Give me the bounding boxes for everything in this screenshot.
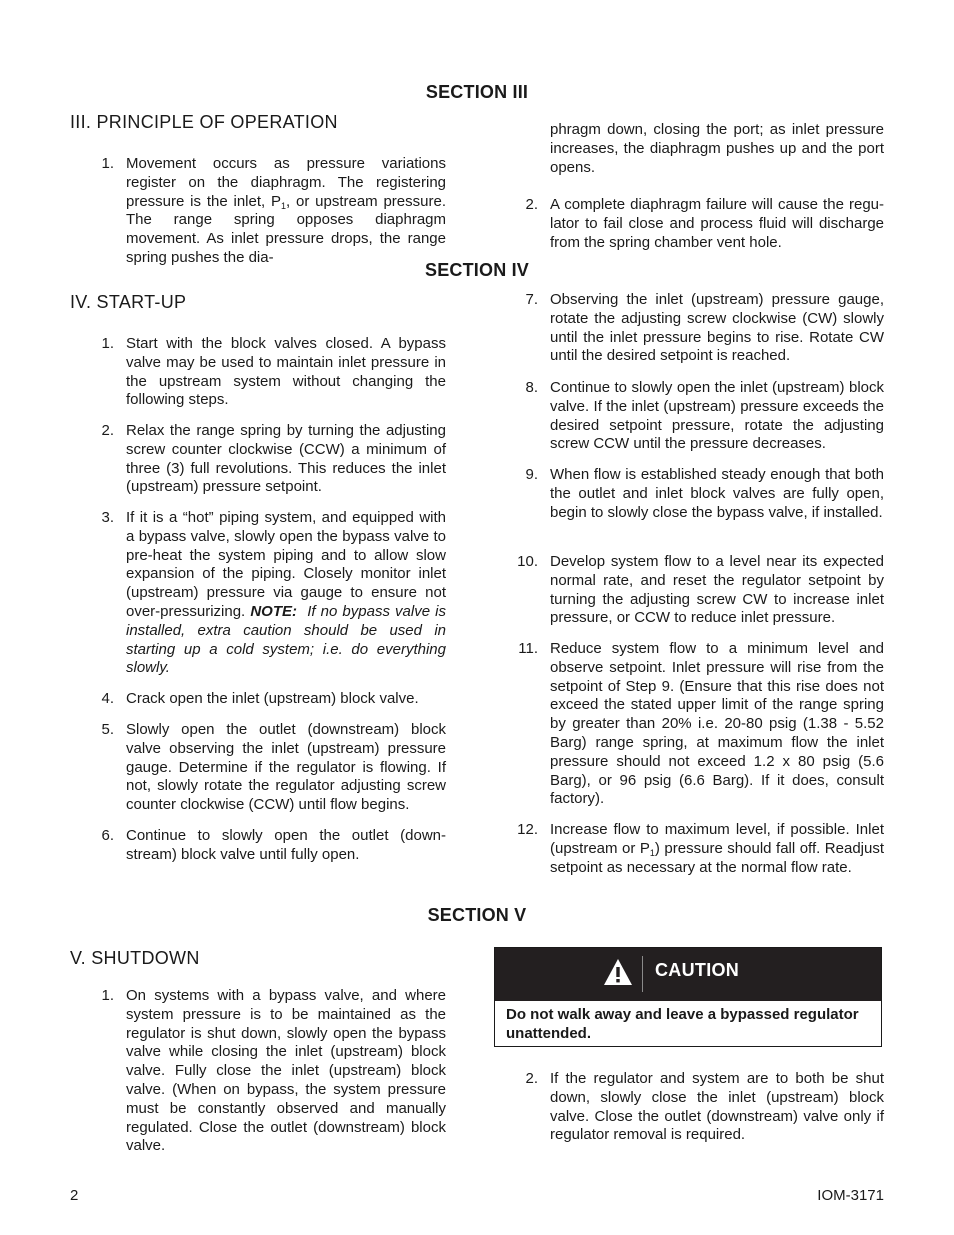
item-number: 12. (517, 821, 538, 838)
item-number: 5. (101, 721, 114, 738)
list-item (92, 155, 452, 266)
item-number: 10. (517, 553, 538, 570)
item-number: 1. (101, 335, 114, 352)
warning-triangle-icon (603, 958, 633, 986)
section-v-title: SECTION V (427, 905, 527, 925)
document-id: IOM-3171 (817, 1187, 884, 1204)
item-number: 1. (101, 987, 114, 1004)
item-text-continued: phragm down, closing the port; as inlet pressure increases, the diaphragm pushes up and the port opens. (550, 121, 884, 176)
item-text: Continue to slowly open the outlet (down-stream) block valve until fully open. (126, 827, 446, 863)
item-text: Observing the inlet (upstream) pressure gauge, rotate the adjusting screw clockwise (CW) slowly until the inlet pressure begins to rise. Rotate CW until the desired setpoint is reached. (550, 291, 884, 365)
item-text: A complete diaphragm failure will cause the regu-lator to fail close and process fluid will discharge from the spring chamber vent hole. (550, 196, 884, 251)
item-number: 4. (101, 690, 114, 707)
item-number: 7. (525, 291, 538, 308)
list-item (514, 196, 886, 256)
caution-header (495, 948, 881, 1001)
caution-divider (642, 956, 643, 992)
item-text: Reduce system flow to a minimum level and observe setpoint. Inlet pressure will rise from the setpoint of Step 9. (Ensure that this rise does not exceed the stated upper limit of the range spring by greater than 20% i.e. 20-80 psig (1.38 - 5.52 Barg) range spring, at maximum flow the inlet pressure should not exceed 1.2 x 80 psig (5.6 Barg), or 96 psig (6.6 Barg). If it does, consult factory). (550, 640, 884, 808)
item-number: 11. (518, 640, 538, 657)
item-number: 2. (525, 196, 538, 213)
item-number: 6. (101, 827, 114, 844)
note-text: If no bypass valve is installed, extra caution should be used in starting up a cold system; i.e. do everything slowly. (126, 602, 446, 677)
principle-of-operation-heading: III. PRINCIPLE OF OPERATION (70, 112, 338, 132)
item-text: If it is a “hot” piping system, and equipped with a bypass valve, slowly open the bypass valve to pre-heat the system piping and to allow slow expansion of the piping. Closely monitor inlet (upstream) pressure via gauge to ensure not over-pressurizing. NOTE: If no bypass valve is installed, extra caution should be used in starting up a cold system; i.e. do everything slowly. (126, 509, 446, 677)
item-text: When flow is established steady enough that both the outlet and inlet block valves are fully open, begin to slowly close the bypass valve, if installed. (550, 466, 884, 521)
item-number: 2. (525, 1070, 538, 1087)
item-number: 3. (101, 509, 114, 526)
shutdown-heading: V. SHUTDOWN (70, 948, 200, 968)
item-text: On systems with a bypass valve, and where system pressure is to be maintained as the regulator is shut down, slowly open the bypass valve while closing the inlet (upstream) block valve. Fully close the inlet (upstream) block valve. (When on bypass, the system pressure must be constantly observed and manually regulated. Close the outlet (downstream) block valve. (126, 987, 446, 1155)
item-text: Slowly open the outlet (downstream) block valve observing the inlet (upstream) pressure gauge. Determine if the regulator is flowing. If not, slowly rotate the regulator adjusting screw counter clockwise (CCW) until flow begins. (126, 721, 446, 814)
item-number: 8. (525, 379, 538, 396)
caution-box (494, 947, 882, 1047)
item-number: 9. (525, 466, 538, 483)
start-up-heading: IV. START-UP (70, 292, 187, 312)
item-text: Develop system flow to a level near its expected normal rate, and reset the regulator setpoint by turning the adjusting screw CW to increase inlet pressure, or CCW to reduce inlet pressure. (550, 553, 884, 627)
caution-text: Do not walk away and leave a bypassed regulator unattended. (506, 1006, 859, 1042)
item-text: Start with the block valves closed. A bypass valve may be used to maintain inlet pressure in the upstream system without changing the following steps. (126, 335, 446, 409)
item-number: 2. (101, 422, 114, 439)
item-text: If the regulator and system are to both be shut down, slowly close the inlet (upstream) block valve. Close the outlet (downstream) valve only if regulator removal is required. (550, 1070, 884, 1144)
item-number: 1. (101, 155, 114, 172)
section-iv-title: SECTION IV (424, 260, 529, 280)
item-text: Continue to slowly open the inlet (upstream) block valve. If the inlet (upstream) pressure exceeds the desired setpoint pressure, rotate the adjusting screw CCW until the pressure decreases. (550, 379, 884, 453)
item-text: Increase flow to maximum level, if possible. Inlet (upstream or $P_1$) pressure should fall off. Readjust setpoint as necessary at the normal flow rate. (550, 821, 885, 876)
caution-label: CAUTION (655, 960, 740, 980)
item-text: Relax the range spring by turning the adjusting screw counter clockwise (CCW) a minimum of three (3) full revolutions. This reduces the inlet (upstream) pressure setpoint. (126, 422, 446, 496)
item-text: Movement occurs as pressure variations register on the diaphragm. The registering pressure is the inlet, $P_1$, or upstream pressure. The range spring opposes diaphragm movement. As inlet pressure drops, the range spring pushes the dia- (126, 155, 446, 266)
section-iii-title: SECTION III (425, 82, 529, 102)
item-text: Crack open the inlet (upstream) block valve. (126, 690, 419, 707)
note-label: NOTE: (250, 602, 297, 620)
page-number: 2 (70, 1187, 79, 1204)
